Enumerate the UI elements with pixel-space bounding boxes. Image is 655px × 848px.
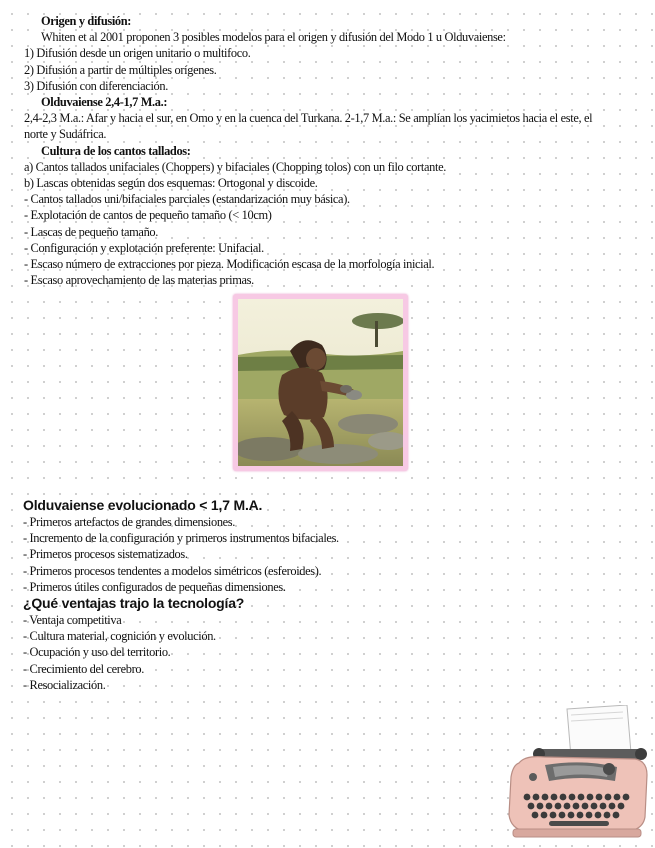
heading-origin: Origen y difusión: bbox=[41, 14, 132, 28]
ventajas-item: - Ocupación y uso del territorio. bbox=[23, 645, 171, 660]
cultura-item: - Cantos tallados uni/bifaciales parciales (estandarización muy básica). bbox=[24, 192, 350, 207]
ventajas-item: - Crecimiento del cerebro. bbox=[23, 661, 144, 676]
heading-evolucionado: Olduvaiense evolucionado < 1,7 M.A. bbox=[23, 497, 263, 513]
evolucionado-item: - Primeros útiles configurados de pequeñas dimensiones. bbox=[23, 579, 286, 594]
ventajas-item: - Resocialización. bbox=[23, 677, 106, 692]
origin-item: 2) Difusión a partir de múltiples orígenes. bbox=[24, 62, 217, 77]
cultura-item: - Explotación de cantos de pequeño tamaño (< 10cm) bbox=[24, 208, 272, 223]
heading-ventajas: ¿Qué ventajas trajo la tecnología? bbox=[23, 595, 245, 612]
evolucionado-item: - Incremento de la configuración y primeros instrumentos bifaciales. bbox=[23, 531, 339, 546]
typewriter-icon bbox=[505, 705, 651, 843]
typewriter-decoration bbox=[505, 705, 651, 848]
section-evolucionado bbox=[23, 497, 623, 693]
hominid-toolmaker-illustration bbox=[238, 299, 403, 466]
cultura-item: - Escaso número de extracciones por pieza. Modificación escasa de la morfología inicial. bbox=[24, 257, 435, 272]
ventajas-item: - Cultura material, cognición y evolución. bbox=[23, 629, 216, 644]
origin-item: 1) Difusión desde un origen unitario o multifoco. bbox=[24, 46, 251, 61]
heading-cultura: Cultura de los cantos tallados: bbox=[41, 143, 191, 158]
cultura-item: b) Lascas obtenidas según dos esquemas: Ortogonal y discoide. bbox=[24, 176, 318, 191]
section-olduvaiense bbox=[24, 13, 644, 288]
cultura-item: - Configuración y explotación preferente: Unifacial. bbox=[24, 240, 264, 255]
cultura-item: - Escaso aprovechamiento de las materias primas. bbox=[24, 273, 254, 288]
origin-intro: Whiten et al 2001 proponen 3 posibles modelos para el origen y difusión del Modo 1 u Olduvaiense: bbox=[41, 30, 506, 45]
origin-item: 3) Difusión con diferenciación. bbox=[24, 78, 168, 93]
cultura-item: - Lascas de pequeño tamaño. bbox=[24, 224, 159, 239]
cultura-item: a) Cantos tallados unifaciales (Choppers) y bifaciales (Chopping tolos) con un filo cortante. bbox=[24, 159, 446, 174]
evolucionado-item: - Primeros procesos sistematizados. bbox=[23, 547, 188, 562]
evolucionado-item: - Primeros procesos tendentes a modelos simétricos (esferoides). bbox=[23, 563, 322, 578]
evolucionado-item: - Primeros artefactos de grandes dimensiones. bbox=[23, 515, 236, 529]
heading-olduvaiense: Olduvaiense 2,4-1,7 M.a.: bbox=[41, 95, 168, 110]
ventajas-item: - Ventaja competitiva bbox=[23, 613, 122, 628]
hominid-photo bbox=[233, 294, 408, 471]
olduvaiense-paragraph: 2,4-2,3 M.a.: Afar y hacia el sur, en Omo y en la cuenca del Turkana. 2-1,7 M.a.: Se amplían los yacimietos hacia el este, el norte y Sudáfrica. bbox=[24, 111, 593, 142]
